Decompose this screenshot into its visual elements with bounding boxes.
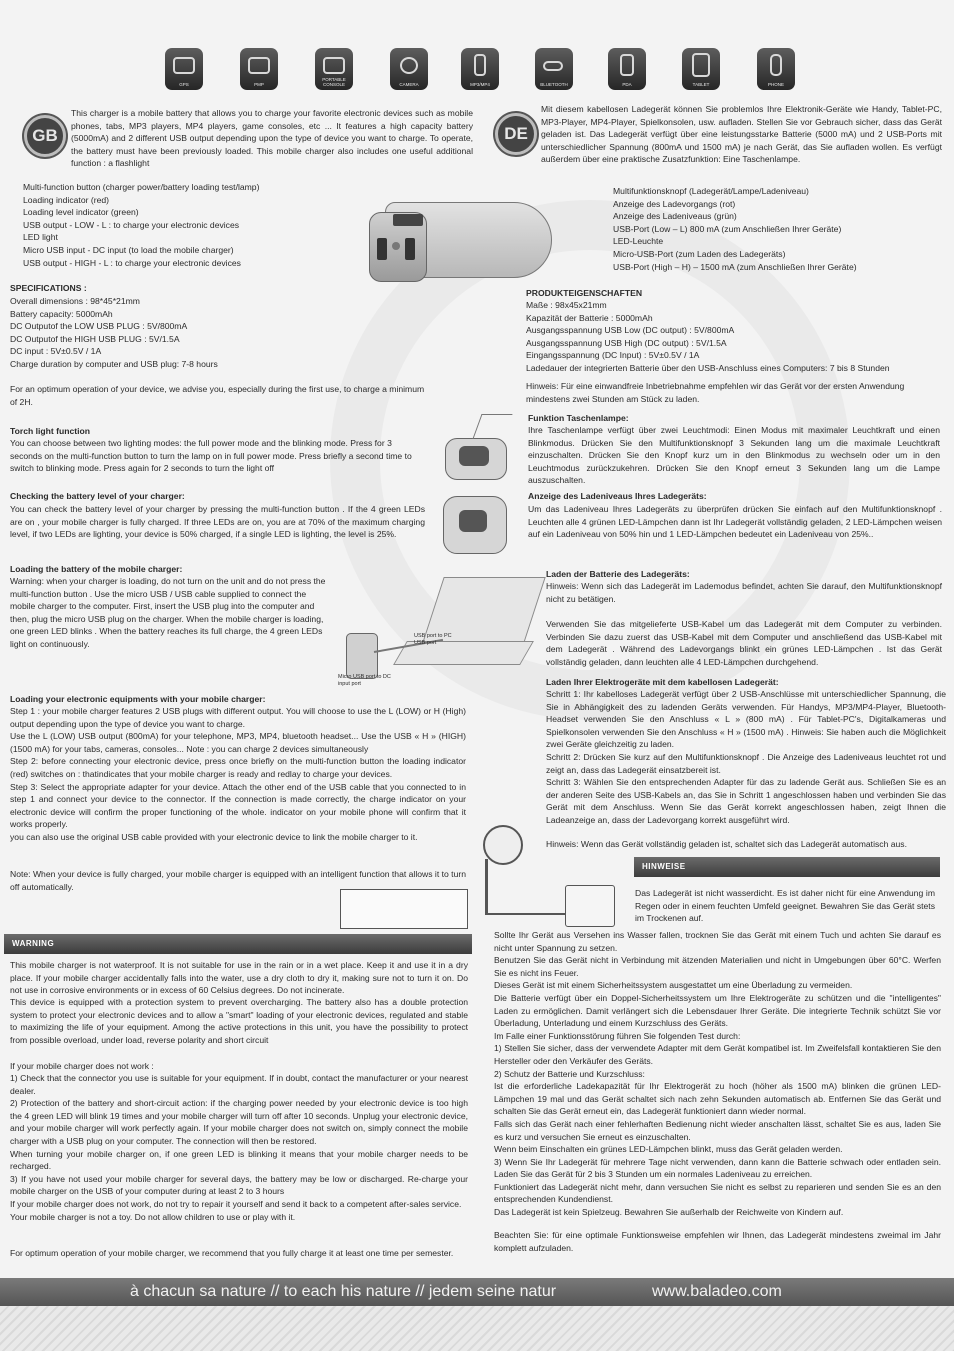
en-equip-title: Loading your electronic equipments with your mobile charger: — [10, 694, 266, 704]
de-spec: Maße : 98x45x21mm — [526, 300, 607, 310]
battery-check-hand-illustration — [437, 486, 519, 564]
tablet-icon: TABLET — [682, 48, 720, 90]
en-equip-step: Step 3: Select the appropriate adapter for your device. Attach the other end of the USB cable that you connected to in step 1 and connect your device to the connector. If the connection is made correctly, the charge indicator on your electronic device will confirm the proper functioning of the whole. indicator on your mobile phone will confirm that it works properly. — [10, 781, 466, 830]
de-paragraph: 1) Stellen Sie sicher, dass der verwendete Adapter mit dem Gerät kompatibel ist. Im Zweifelsfall kontaktieren Sie den Hersteller oder den Verkäufer des Geräts. — [494, 1043, 941, 1066]
footer-stripes — [0, 1306, 954, 1351]
de-feature: USB-Port (Low – L) 800 mA (zum Anschließen Ihrer Geräte) — [613, 223, 842, 234]
en-load-title: Loading the battery of the mobile charger: — [10, 564, 183, 574]
de-optimum-note: Hinweis: Für eine einwandfreie Inbetriebnahme empfehlen wir das Gerät vor der ersten Anwendung mindestens zwei Stunden am Stück zu laden. — [526, 381, 905, 404]
en-equip-steps — [10, 705, 466, 844]
de-paragraph: Sollte Ihr Gerät aus Versehen ins Wasser fallen, trocknen Sie das Gerät mit einem Tuch und achten Sie darauf es nicht unter Spannung zu setzen. — [494, 930, 941, 953]
en-feature: USB output - LOW - L : to charge your electronic devices — [23, 219, 240, 230]
de-paragraph: Dieses Gerät ist mit einem Sicherheitssystem ausgestattet um eine Überladung zu vermeiden. — [494, 980, 853, 991]
laptop-usb-illustration — [338, 575, 538, 687]
de-feature: USB-Port (High – H) – 1500 mA (zum Anschließen Ihrer Geräte) — [613, 261, 857, 272]
de-hint-text: Das Ladegerät ist nicht wasserdicht. Es ist daher nicht für eine Anwendung im Regen oder in einem feuchten Umfeld geeignet. Bewahren Sie das Gerät stets im Trockenen auf. — [635, 888, 935, 924]
de-spec-list — [526, 299, 936, 375]
pmp-icon: PMP — [240, 48, 278, 90]
footer-banner — [0, 1278, 954, 1306]
de-paragraph: 2) Schutz der Batterie und Kurzschluss: — [494, 1068, 645, 1079]
de-paragraph: Wenn beim Einschalten ein grünes LED-Lämpchen blinkt, muss das Gerät geladen werden. — [494, 1144, 843, 1155]
en-trouble-item: Your mobile charger is not a toy. Do not allow children to use or play with it. — [10, 1211, 296, 1222]
en-intro: This charger is a mobile battery that allows you to charge your favorite electronic devices such as mobile phones, tabs, MP3 players, MP4 players, game consoles, etc ... It features a high capacity battery (5000mA) and 2 different USB output depending upon the type of device you want to charge. To operate, the battery must have been previously loaded. This mobile charger also includes one useful additional function : a flashlight — [71, 108, 473, 169]
flashlight-hand-illustration — [437, 412, 519, 484]
de-paragraph: Die Batterie verfügt über ein Doppel-Sicherheitssystem um Ihre Elektrogeräte zu schützen und die "intelligentes" Laden zu ermöglichen. Damit verlängert sich die Lebensdauer Ihrer Geräte. Die integrierte Technik schützt Sie vor Überladung, Unterladung und einem Kurzschluss des Geräts. — [494, 992, 941, 1029]
de-paragraph: 3) Wenn Sie Ihr Ladegerät für mehrere Tage nicht verwenden, dann kann die Batterie schwach oder entladen sein. Laden Sie das Gerät für 2 bis 3 Stunden um ein normales Ladeniveau zu erreichen. — [494, 1156, 941, 1180]
en-final-note: For optimum operation of your mobile charger, we recommend that you fully charge it at least one time per semester. — [10, 1248, 454, 1258]
device-icons-row — [165, 48, 795, 93]
de-feature: Multifunktionsknopf (Ladegerät/Lampe/Ladeniveau) — [613, 186, 809, 196]
en-warning-bar: WARNING — [4, 934, 472, 954]
en-equip-step: Use the L (LOW) USB output (800mA) for your telephone, MP3, MP4, bluetooth headset... Use the USB « H » (HIGH) (1500 mA) for your tabs, cameras, consoles... Note : you can charge 2 devices simultaneously — [10, 731, 466, 754]
en-load-text: Warning: when your charger is loading, do not turn on the unit and do not press the multi-function button . Use the micro USB / USB cable supplied to connect the mobile charger to the computer. First, insert the USB plug into the computer and then, plug the micro USB plug on the charger. When the mobile charger is loading, one green LED blinks . When the battery reaches its full charge, the 4 green LEDs light on continuously. — [10, 576, 326, 649]
en-spec: DC Outputof the LOW USB PLUG : 5V/800mA — [10, 321, 188, 332]
de-load-text-2: Verwenden Sie das mitgelieferte USB-Kabel um das Ladegerät mit dem Computer zu verbinden. Verbinden Sie dazu zuerst das USB-Kabel mit dem Computer und anschließend das USB-Kabel mit dem Ladegerät . Während des Ladevorgangs blinkt ein grünes LED-Lämpchen . Ist das Gerät vollständig geladen, dann leuchten alle 4 LED-Lämpchen durchgehend. — [546, 619, 942, 667]
en-trouble-title: If your mobile charger does not work : — [10, 1061, 154, 1071]
mp3-mp4-icon: MP3/MP4 — [461, 48, 499, 90]
en-spec: Charge duration by computer and USB plug: 7-8 hours — [10, 358, 218, 369]
en-spec-title: SPECIFICATIONS : — [10, 283, 87, 293]
micro-usb-label: Micro USB port to DC input port — [338, 674, 391, 687]
en-feature: Micro USB input - DC input (to load the mobile charger) — [23, 244, 234, 255]
de-flag-badge: DE — [495, 113, 537, 155]
en-feature: LED light — [23, 232, 58, 243]
en-torch-text: You can choose between two lighting modes: the full power mode and the blinking mode. Press for 3 seconds on the multi-function button to turn the lamp on in full power mode. Press briefly a second time to switch to blinking mode. Press again for 2 seconds to turn the light off — [10, 438, 412, 474]
de-equip-title: Laden Ihrer Elektrogeräte mit dem kabellosen Ladegerät: — [546, 677, 779, 687]
bluetooth-icon: BLUETOOTH — [535, 48, 573, 90]
en-torch-title: Torch light function — [10, 426, 91, 436]
de-load-title: Laden der Batterie des Ladegeräts: — [546, 569, 690, 579]
de-spec: Ausgangsspannung USB Low (DC output) : 5V/800mA — [526, 325, 735, 336]
en-note: Note: When your device is fully charged, your mobile charger is equipped with an intelligent function that allows it to turn off automatically. — [10, 869, 466, 892]
en-spec-list — [10, 295, 370, 371]
en-spec: Overall dimensions : 98*45*21mm — [10, 296, 140, 306]
gb-flag-badge: GB — [24, 115, 66, 157]
en-check-title: Checking the battery level of your charger: — [10, 491, 185, 501]
de-spec: Kapazität der Batterie : 5000mAh — [526, 312, 653, 323]
en-trouble-item: 3) If you have not used your mobile charger for several days, the battery may be low or discharged. Re-charge your mobile charger on the USB of your computer during at least 2 to 3 hours — [10, 1173, 468, 1197]
phone-icon: PHONE — [757, 48, 795, 90]
en-feature: Multi-function button (charger power/battery loading test/lamp) — [23, 182, 260, 192]
de-feature: Micro-USB-Port (zum Laden des Ladegeräts) — [613, 248, 786, 259]
de-final-note: Beachten Sie: für eine optimale Funktionsweise empfehlen wir Ihnen, das Ladegerät mindestens zweimal im Jahr komplett aufzuladen. — [494, 1230, 941, 1253]
en-trouble-list — [10, 1072, 468, 1223]
en-feature: Loading level indicator (green) — [23, 207, 139, 218]
en-optimum-note: For an optimum operation of your device, we advise you, especially during the first use, to charge a minimum of 2H. — [10, 384, 425, 407]
de-load-text-1: Hinweis: Wenn sich das Ladegerät im Lademodus befindet, achten Sie darauf, den Multifunktionsknopf nicht zu betätigen. — [546, 581, 942, 604]
de-equip-step: Schritt 1: Ihr kabelloses Ladegerät verfügt über 2 USB-Anschlüsse mit unterschiedlicher Spannung, die Sie in Abhängigkeit des zu ladenden Geräts verwenden. Für Handys, MP3/MP4-Player, Bluetooth-Headset verwenden Sie den Anschluss « L » (800 mA) . Für Tablet-PC's, Digitalkameras und Spielkonsolen verwenden Sie den Anschluss « H » (1500 mA) . Hinweis: Sie haben auch die Möglichkeit zwei Geräte gleichzeitig zu laden. — [546, 689, 946, 750]
en-equip-step: Step 2: before connecting your electronic device, press once briefly on the multi-function button the loading indicator (red) switches on : thatindicates that your mobile charger is ready and redlay to charge your devices. — [10, 756, 466, 779]
en-trouble-item: 1) Check that the connector you use is suitable for your equipment. If in doubt, contact the manufacturer or your nearest dealer. — [10, 1073, 468, 1096]
de-equip-step: Schritt 2: Drücken Sie kurz auf den Multifunktionsknopf . Die Anzeige des Ladeniveaus leuchtet rot und zeigt an, dass das Ladegerät einsatzbereit ist. — [546, 751, 946, 775]
de-warning-paragraphs — [494, 929, 941, 1219]
de-spec: Eingangsspannung (DC Input) : 5V±0.5V / 1A — [526, 350, 700, 361]
de-torch-title: Funktion Taschenlampe: — [528, 413, 629, 423]
gps-icon: GPS — [165, 48, 203, 90]
de-paragraph: Benutzen Sie das Gerät nicht in Verbindung mit ätzenden Materialien und nicht in Umgebungen über 60°C. Werfen Sie es nicht ins Feuer. — [494, 955, 941, 978]
en-warning-1: This mobile charger is not waterproof. It is not suitable for use in the rain or in a wet place. Keep it and use it in a dry place. If your mobile charger accidentally falls into the water, use a dry cloth to dry it, making sure not to turn it on. Do not use in corrosive environments or in excess of 60 Celsius degrees. Do not incinerate. — [10, 960, 468, 996]
portable-console-icon: PORTABLE CONSOLE — [315, 48, 353, 90]
de-paragraph: Im Falle einer Funktionsstörung führen Sie folgenden Test durch: — [494, 1030, 741, 1041]
en-feature-list — [23, 181, 323, 269]
footer-slogan: à chacun sa nature // to each his nature // jedem seine natur — [130, 1283, 557, 1300]
en-trouble-item: If your mobile charger does not work, do not try to repair it yourself and send it back to a competent after-sales service. — [10, 1198, 462, 1209]
en-check-text: You can check the battery level of your charger by pressing the multi-function button . If the 4 green LEDs are on , your mobile charger is fully charged. If three LEDs are on, you are at 70% of the maximum charging level, if two LEDs are lighting, your device is 50% charged, if a single LED is lighting, the level is 25%. — [10, 504, 425, 540]
de-feature: LED-Leuchte — [613, 236, 664, 247]
en-equip-step: you can also use the original USB cable provided with your electronic device to link the mobile charger to it. — [10, 831, 418, 842]
en-trouble-item: 2) Protection of the battery and short-circuit action: if the charging power needed by your electronic device is too high the 4 green LED will blink 19 times and your mobile charger will turn off after 10 seconds. Unplug your electronic device, and your mobile charger will work perfectly again. If your mobile charger does not switch on, simply connect the mobile charger with a USB plug on your computer. The connection will then be restored. — [10, 1098, 468, 1146]
de-note: Hinweis: Wenn das Gerät vollständig geladen ist, schaltet sich das Ladegerät automatisch aus. — [546, 839, 907, 849]
en-spec: DC input : 5V±0.5V / 1A — [10, 346, 102, 357]
footer-url[interactable]: www.baladeo.com — [652, 1283, 782, 1300]
en-feature: Loading indicator (red) — [23, 194, 109, 205]
usb-port-label: USB port to PC USB port — [414, 633, 452, 646]
de-spec: Ladedauer der integrierten Batterie über den USB-Anschluss eines Computers: 7 bis 8 Stunden — [526, 362, 890, 373]
de-check-title: Anzeige des Ladeniveaus Ihres Ladegeräts: — [528, 491, 707, 501]
en-spec: DC Outputof the HIGH USB PLUG : 5V/1.5A — [10, 333, 180, 344]
charger-illustration — [365, 198, 555, 282]
en-warning-2: This device is equipped with a protection system to prevent overcharging. The battery also has a double protection system to protect your electronic devices and to allow a "smart" loading of your electronic devices, regulated and stable to maximizing the life of your equipment. Among the active protections in this unit, you have the possibility to protect from possible overload, under load, reverse polarity and short circuit — [10, 997, 468, 1045]
de-spec-title: PRODUKTEIGENSCHAFTEN — [526, 288, 643, 298]
en-equip-step: Step 1 : your mobile charger features 2 USB plugs with different output. You will choose to use the L (LOW) or H (High) output depending upon the type of device you want to charge. — [10, 706, 466, 729]
de-feature-list — [613, 185, 933, 273]
de-equip-step: Schritt 3: Wählen Sie den entsprechenden Adapter für das zu ladende Gerät aus. Schließen Sie es an der anderen Seite des USB-Kabels an, das Sie in Schritt 1 angeschlossen haben und verbinden Sie das Gerät mit dem Anschluss. Wenn Sie das Gerät korrekt angeschlossen haben, zeigt Ihnen die Ladeanzeige an, dass der Ladevorgang korrekt ausgeführt wird. — [546, 777, 946, 825]
de-check-text: Um das Ladeniveau Ihres Ladegeräts zu überprüfen drücken Sie einfach auf den Multifunktionsknopf . Leuchten alle 4 grünen LED-Lämpchen dann ist Ihr Ladegerät vollständig geladen, 2 LED-Lämpchen weisen auf ein Ladeniveau von 50% hin und 1 LED-Lämpchen bedeutet ein Ladeniveau von 25%.. — [528, 504, 942, 540]
de-hint-bar: HINWEISE — [634, 857, 940, 877]
de-equip-steps — [546, 688, 946, 827]
de-paragraph: Falls sich das Gerät nach einer fehlerhaften Bedienung nicht wieder anschalten lässt, schaltet Sie es aus, laden Sie es kurz und versuchen Sie erneut es einzuschalten. — [494, 1118, 941, 1142]
en-feature: USB output - HIGH - L : to charge your electronic devices — [23, 257, 241, 268]
de-paragraph: Ist die erforderliche Ladekapazität für Ihr Elektrogerät zu hoch (höher als 1500 mA) blinken die grünen LED-Lämpchen 19 mal und das Gerät schaltet sich nach zehn Sekunden automatisch ab. Entfernen Sie das Gerät und schalten Sie das Gerät erneut ein, das Ladegerät funktioniert dann wieder normal. — [494, 1081, 941, 1117]
de-torch-text: Ihre Taschenlampe verfügt über zwei Leuchtmodi: Einen Modus mit maximaler Leuchtkraft und einen Blinkmodus. Drücken Sie den Multifunktionsknopf 3 Sekunden lang um die maximale Leuchtkraft einzuschalten. Drücken Sie den Knopf kurz um in den Blinkmodus zu wechseln oder um in den Leuchtmodus zurückzukehren. Drücken Sie den Knopf erneut 3 Sekunden lang um die Lampe auszuschalten. — [528, 425, 940, 486]
de-paragraph: Funktioniert das Ladegerät nicht mehr, dann versuchen Sie nicht es selbst zu reparieren und senden Sie es an den entsprechenden Kundendienst. — [494, 1181, 941, 1205]
camera-icon: CAMERA — [390, 48, 428, 90]
en-spec: Battery capacity: 5000mAh — [10, 308, 113, 319]
de-paragraph: Das Ladegerät ist kein Spielzeug. Bewahren Sie außerhalb der Reichweite von Kindern auf. — [494, 1207, 844, 1218]
pda-icon: PDA — [608, 48, 646, 90]
en-trouble-item: When turning your mobile charger on, if one green LED is blinking it means that your mobile charger needs to be recharged. — [10, 1148, 468, 1172]
de-feature: Anzeige des Ladevorgangs (rot) — [613, 198, 736, 209]
de-feature: Anzeige des Ladeniveaus (grün) — [613, 211, 737, 222]
de-intro: Mit diesem kabellosen Ladegerät können Sie problemlos Ihre Elektronik-Geräte wie Handy, Tablet-PC, MP3-Player, MP4-Player, Spielkonsolen, usw. aufladen. Stellen Sie vor Gebrauch sicher, dass das Gerät geladen ist. Das Ladegerät verfügt über eine leistungsstarke Batterie (5000 mA) und 2 USB-Ports mit unterschiedlicher Spannung (800mA und 1500 mA) je nach Gerät, das Sie aufladen wollen. Es verfügt außerdem über eine praktische Zusatzfunktion: Eine Taschenlampe. — [541, 104, 942, 165]
de-spec: Ausgangsspannung USB High (DC output) : 5V/1.5A — [526, 337, 727, 348]
